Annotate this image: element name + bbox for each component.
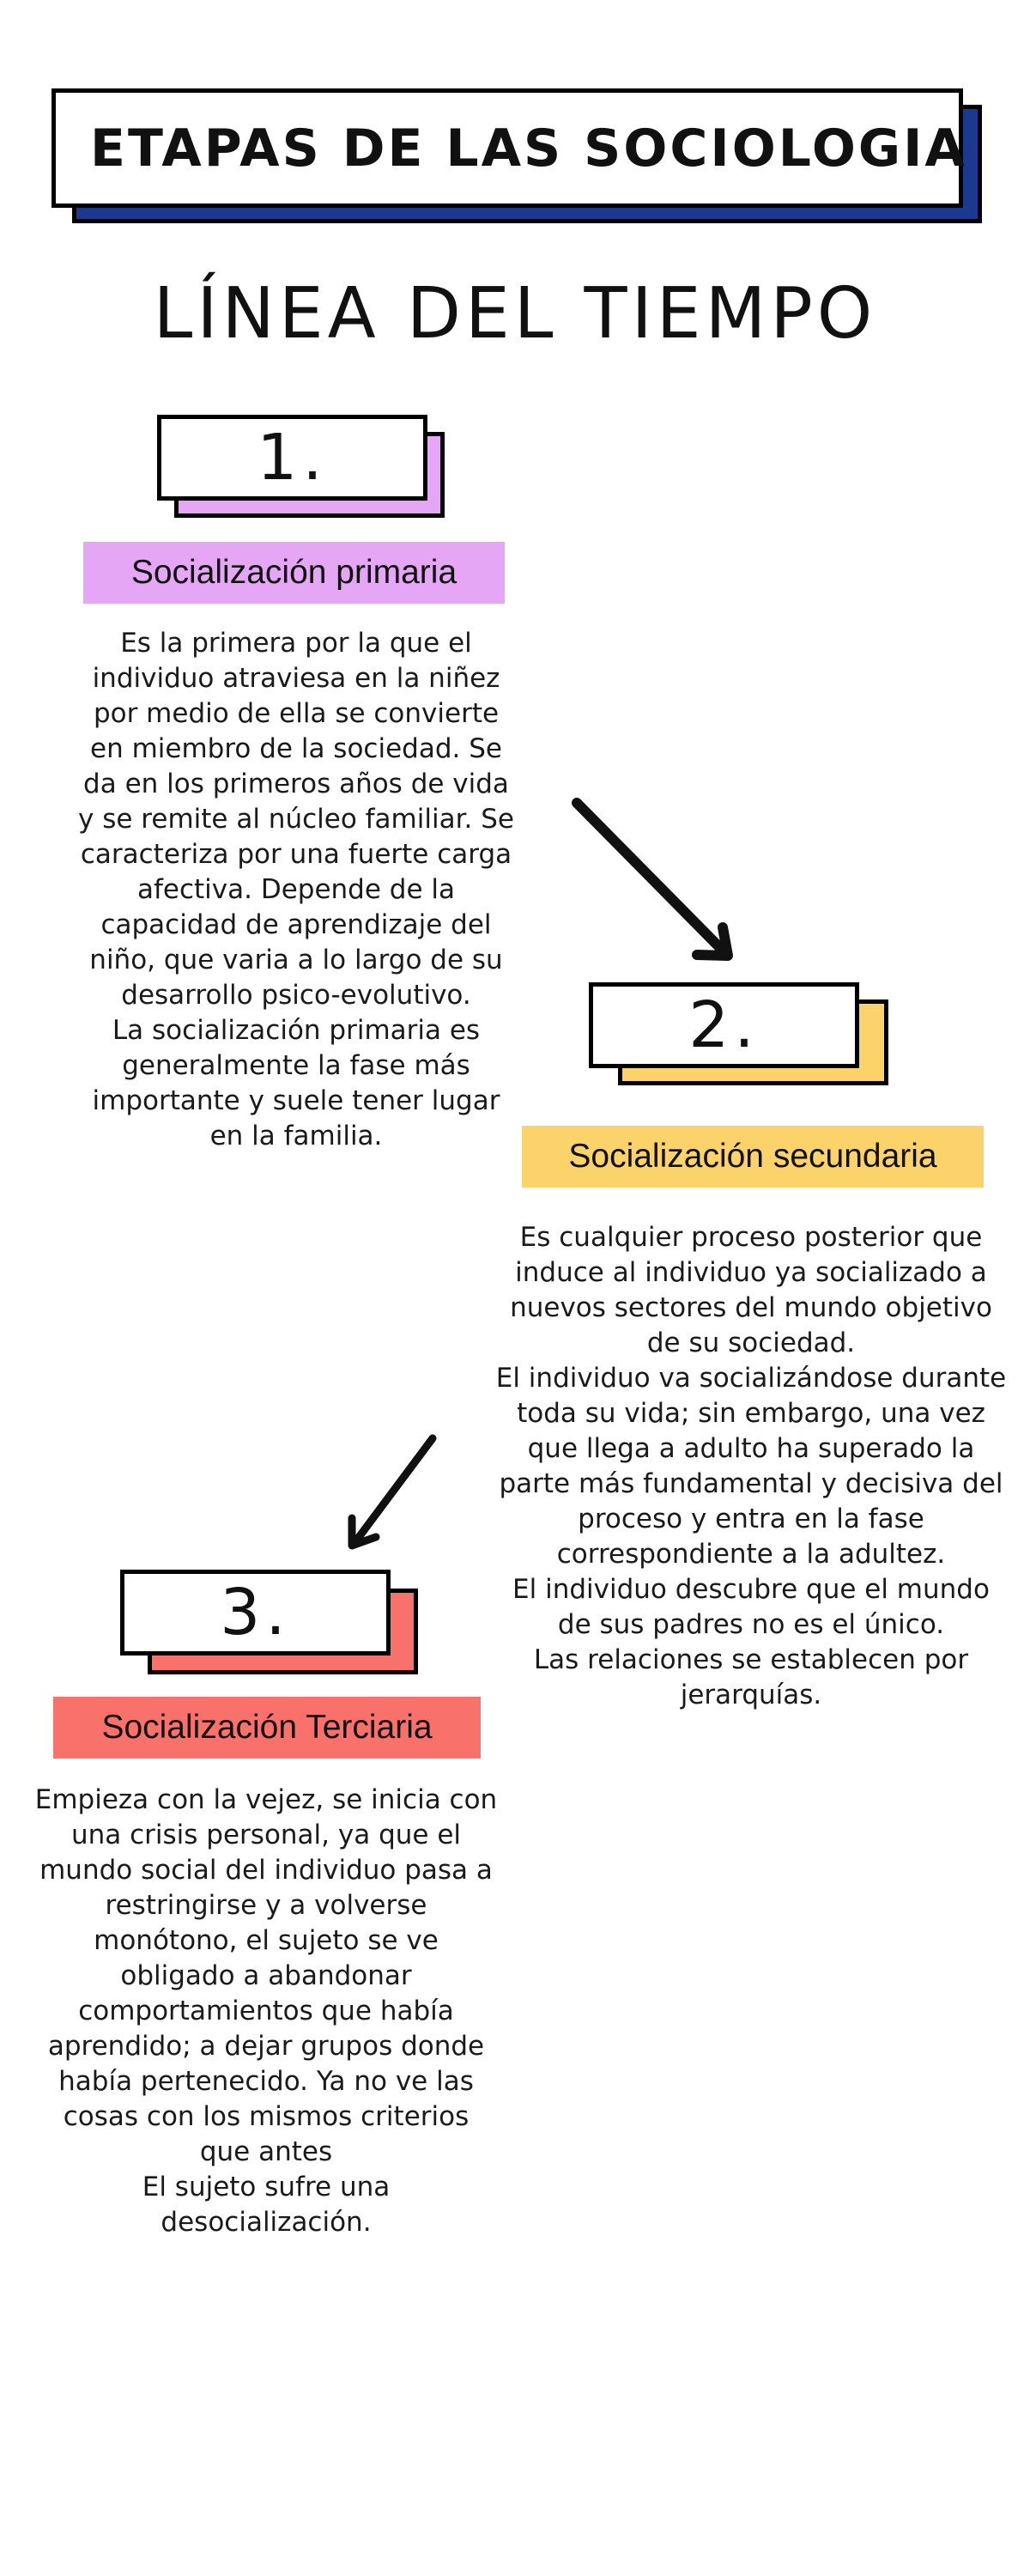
stage-1-label: Socialización primaria <box>130 554 457 591</box>
stage-3-paragraph: El sujeto sufre una desocialización. <box>142 2172 391 2238</box>
stage-1-paragraph: La socialización primaria es generalmente la fase más importante y suele tener lugar en la familia. <box>92 1015 500 1151</box>
stage-3-label: Socialización Terciaria <box>101 1709 433 1746</box>
page-title: ETAPAS DE LAS SOCIOLOGIA <box>90 118 967 179</box>
stage-2-paragraph: El individuo descubre que el mundo de sus padres no es el único. <box>512 1574 990 1640</box>
stage-2-paragraph: Las relaciones se establecen por jerarquías. <box>533 1644 969 1710</box>
stage-2-number: 2. <box>688 988 760 1062</box>
stage-3-number: 3. <box>220 1576 291 1649</box>
stage-2-paragraph: El individuo va socializándose durante toda su vida; sin embargo, una vez que llega a adulto ha superado la parte más fundamental y decisiva del proceso y entra en la fase correspondiente a la adultez. <box>495 1363 1007 1570</box>
stage-1-number: 1. <box>257 421 328 495</box>
stage-2-paragraph: Es cualquier proceso posterior que induce al individuo ya socializado a nuevos sectores del mundo objetivo de su sociedad. <box>510 1222 992 1358</box>
stage-3-label-box <box>53 1697 481 1759</box>
page-subtitle: LÍNEA DEL TIEMPO <box>153 273 877 355</box>
stage-2-label: Socialización secundaria <box>568 1138 937 1175</box>
stage-3-number-box <box>120 1570 391 1656</box>
stage-3-description <box>34 1783 498 2240</box>
stage-3-paragraph: Empieza con la vejez, se inicia con una crisis personal, ya que el mundo social del individuo pasa a restringirse y a volverse monótono, el sujeto se ve obligado a abandonar comportamientos que había aprendido; a dejar grupos donde había pertenecido. Ya no ve las cosas con los mismos criterios que antes <box>34 1784 498 2167</box>
stage-1-paragraph: Es la primera por la que el individuo atraviesa en la niñez por medio de ella se convierte en miembro de la sociedad. Se da en los primeros años de vida y se remite al núcleo familiar. Se caracteriza por una fuerte carga afectiva. Depende de la capacidad de aprendizaje del niño, que varia a lo largo de su desarrollo psico-evolutivo. <box>78 628 514 1011</box>
